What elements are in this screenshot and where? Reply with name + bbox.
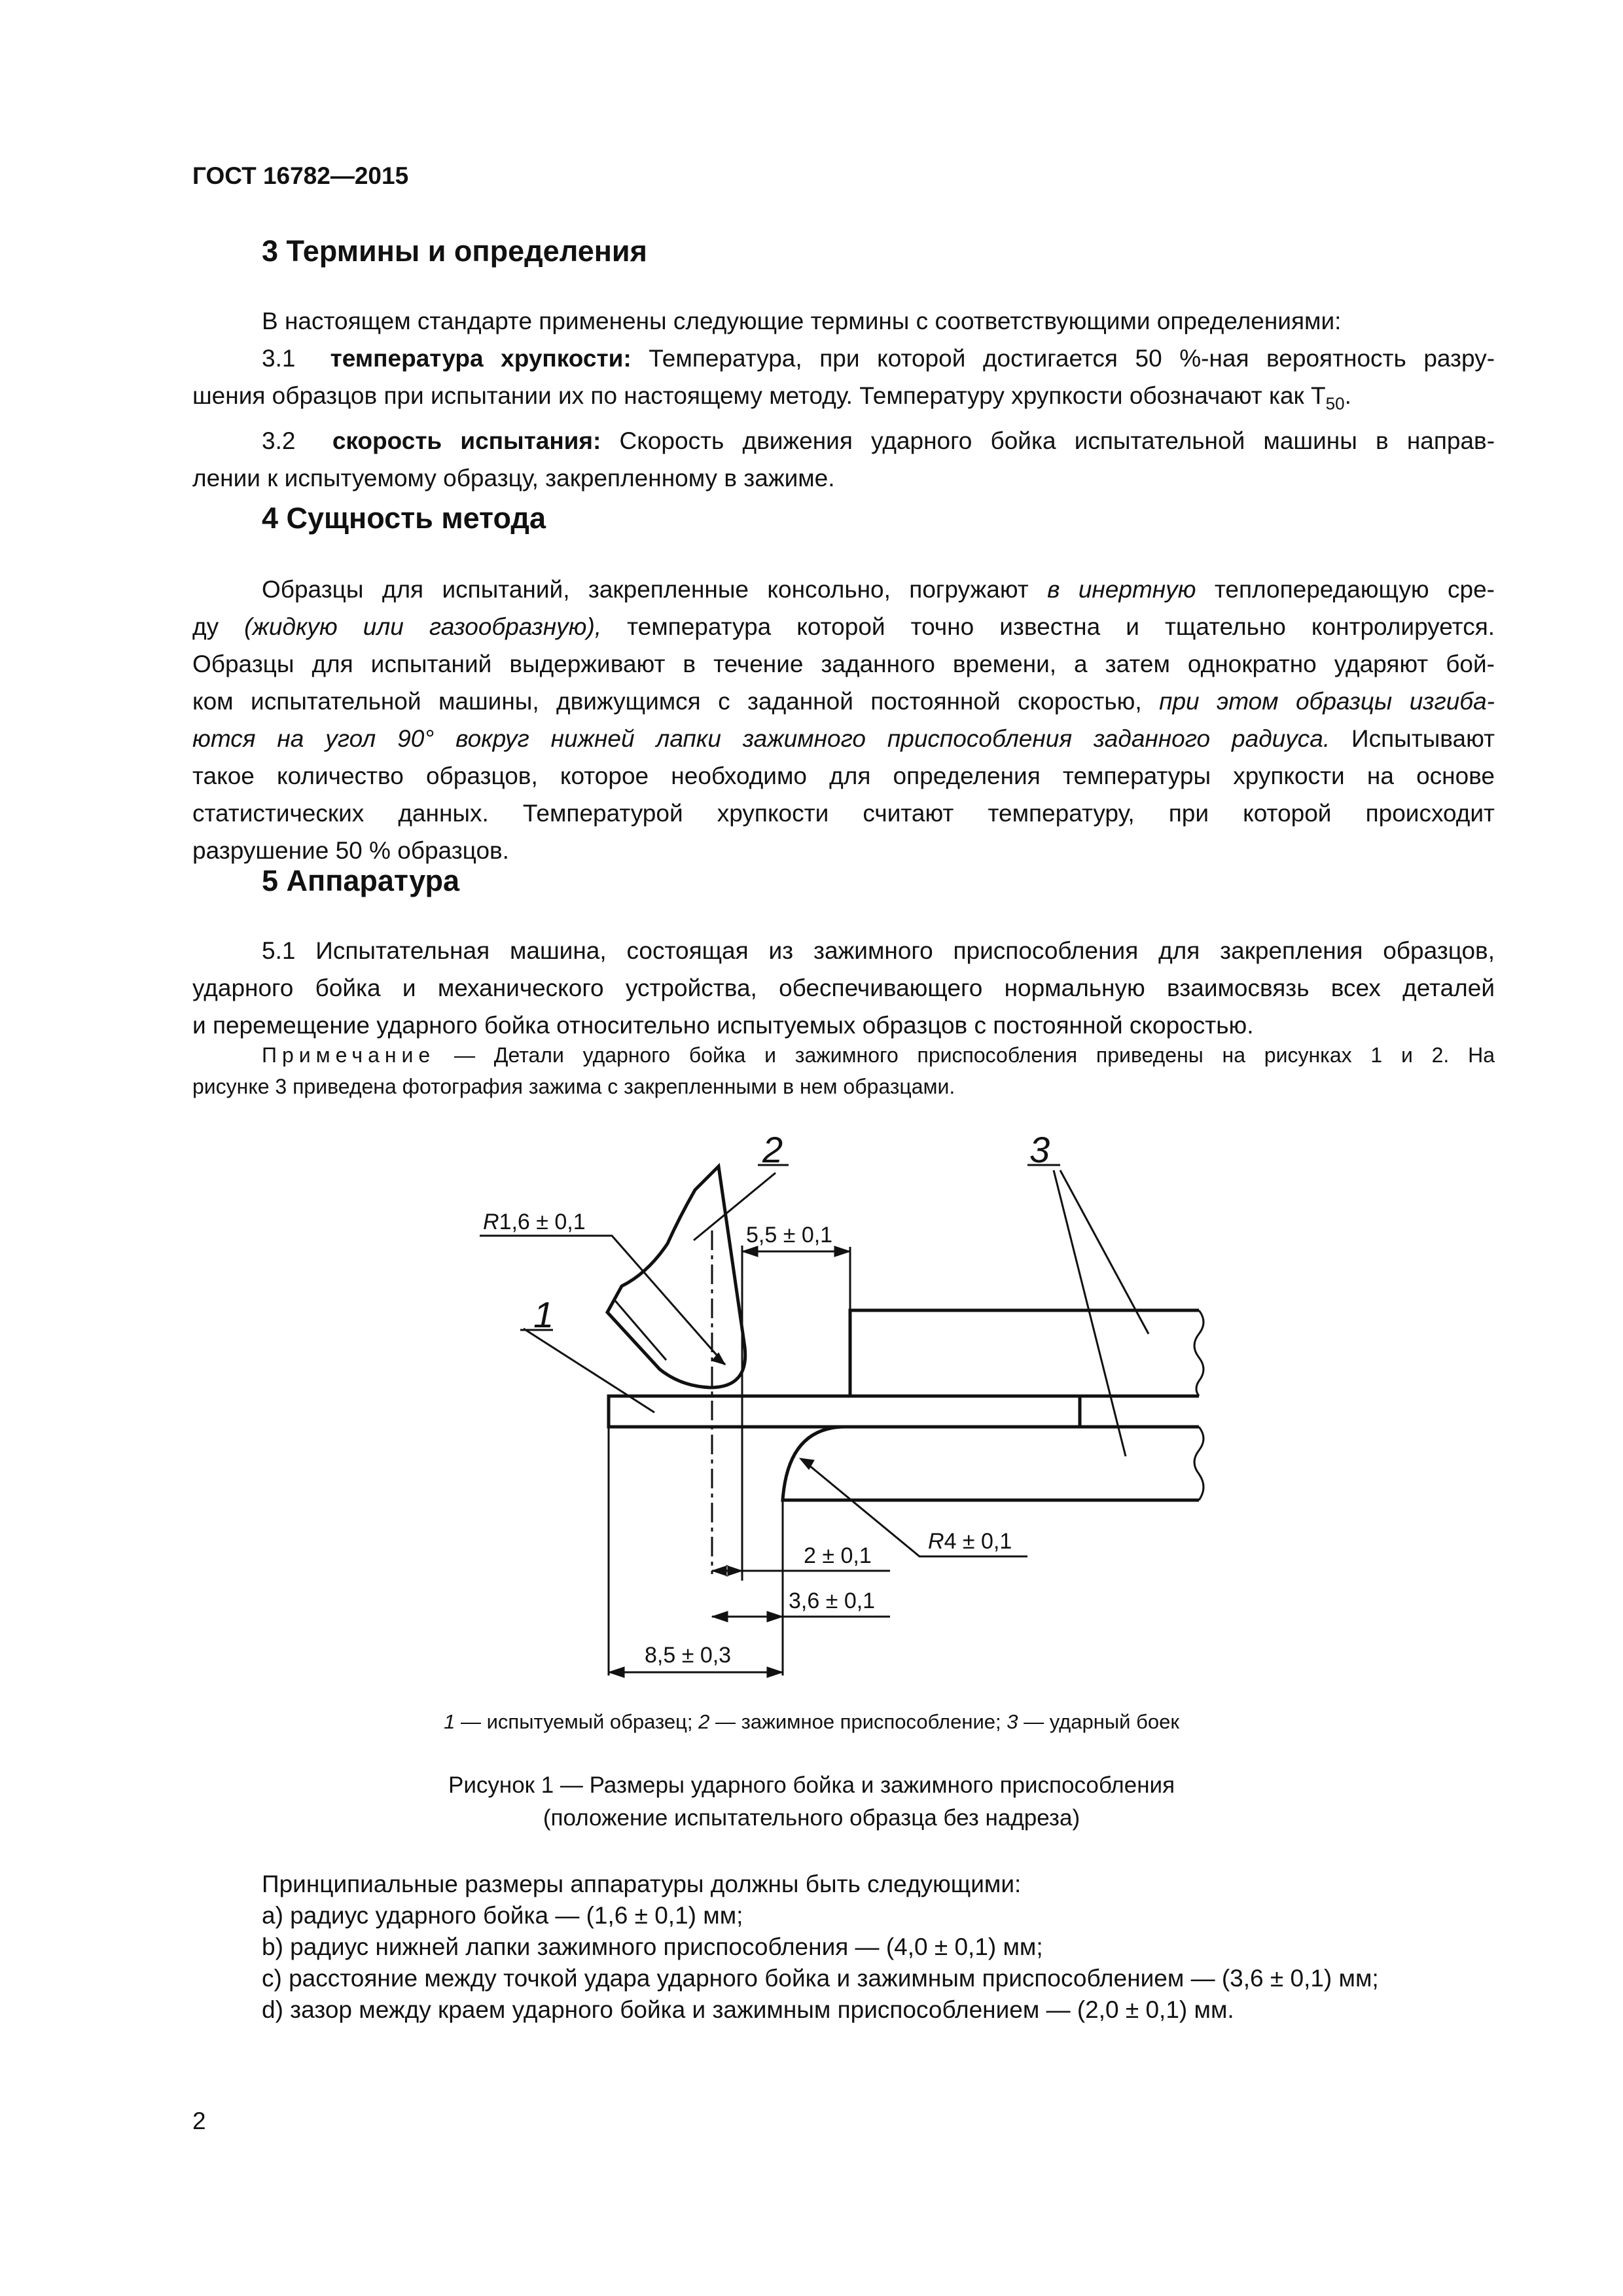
figure-legend: 1 — испытуемый образец; 2 — зажимное приспособление; 3 — ударный боек	[444, 1710, 1179, 1733]
section-4-title: 4 Сущность метода	[262, 501, 546, 535]
term-3-2-line1: 3.2 скорость испытания: Скорость движения ударного бойка испытательной машины в направ-	[262, 427, 1495, 455]
svg-text:R4 ± 0,1	[928, 1529, 1012, 1554]
document-header: ГОСТ 16782—2015	[192, 162, 409, 189]
specimen	[609, 1396, 1080, 1427]
striker-bar	[850, 1310, 1199, 1396]
section-5-body: 5.1 Испытательная машина, состоящая из зажимного приспособления для закрепления образцов, ударного бойка и механического устройства, обеспечивающего нормальную взаимосвязь всех деталей и перемещение ударного бойка относительно испытуемых образцов с постоянной скоростью.	[192, 937, 1495, 1039]
section-3-intro: В настоящем стандарте применены следующие термины с соответствующими определениями:	[262, 308, 1342, 334]
clamp-body	[783, 1427, 1199, 1500]
list-item: b) радиус нижней лапки зажимного приспособления — (4,0 ± 0,1) мм;	[262, 1933, 1043, 1960]
section-4-body: Образцы для испытаний, закрепленные консольно, погружают в инертную теплопередающую сре- ду (жидкую или газообразную), температура которой точно известна и тщательно контролируется. Образцы для испытаний выдерживают в течение заданного времени, а затем однократно ударяют бой- ком испытательной машины, движущимся с заданной постоянной скоростью, при этом образцы изгиба- ются на угол 90° вокруг нижней лапки зажимного приспособления заданного радиуса. Испытывают такое количество образцов, которое необходимо для определения температуры хрупкости на основе статистических данных. Температурой хрупкости считают температуру, при которой происходит разрушение 50 % образцов.	[192, 576, 1495, 864]
clamp-break	[1194, 1427, 1204, 1500]
leader-3b	[1054, 1170, 1126, 1456]
leader-r16	[480, 1236, 725, 1365]
dim-2: 2 ± 0,1	[804, 1543, 872, 1568]
section-3-title: 3 Термины и определения	[262, 234, 647, 268]
dims-intro: Принципиальные размеры аппаратуры должны быть следующими:	[262, 1871, 1022, 1897]
list-item: c) расстояние между точкой удара ударного бойка и зажимным приспособлением — (3,6 ± 0,1) мм;	[262, 1965, 1379, 1992]
page-number: 2	[192, 2108, 206, 2134]
figure-caption: Рисунок 1 — Размеры ударного бойка и зажимного приспособления (положение испытательного образца без надреза)	[448, 1772, 1175, 1831]
term-3-1-line1: 3.1 температура хрупкости: Температура, при которой достигается 50 %-ная вероятность разру-	[262, 345, 1495, 372]
term-3-1-line2: шения образцов при испытании их по настоящему методу. Температуру хрупкости обозначают как $Т_{50}$.	[192, 382, 1351, 414]
note-label: Примечание	[262, 1043, 436, 1067]
dim-5-5: 5,5 ± 0,1	[746, 1223, 833, 1247]
note: Примечание — Детали ударного бойка и зажимного приспособления приведены на рисунках 1 и 2. На рисунке 3 приведена фотография зажима с закрепленными в нем образцами.	[192, 1043, 1495, 1098]
striker-break-top	[1194, 1310, 1204, 1396]
clamping-device	[607, 1166, 745, 1388]
r4-symbol: R	[928, 1529, 944, 1554]
fig-label-1: 1	[533, 1294, 554, 1335]
dimensions-list	[262, 1869, 1495, 2026]
fig-label-3: 3	[1029, 1129, 1050, 1170]
svg-text:R1,6 ± 0,1	[483, 1210, 586, 1234]
fig-label-2: 2	[762, 1129, 783, 1170]
r16-value: 1,6 ± 0,1	[499, 1210, 586, 1234]
term-3-2-line2: лении к испытуемому образцу, закрепленному в зажиме.	[192, 465, 835, 492]
list-item: a) радиус ударного бойка — (1,6 ± 0,1) мм;	[262, 1902, 743, 1929]
r4-value: 4 ± 0,1	[944, 1529, 1012, 1554]
list-item: d) зазор между краем ударного бойка и зажимным приспособлением — (2,0 ± 0,1) мм.	[262, 1996, 1234, 2023]
dim-3-6: 3,6 ± 0,1	[789, 1588, 876, 1613]
r16-symbol: R	[483, 1210, 499, 1234]
section-5-title: 5 Аппаратура	[262, 864, 460, 897]
dim-8-5: 8,5 ± 0,3	[645, 1643, 732, 1668]
